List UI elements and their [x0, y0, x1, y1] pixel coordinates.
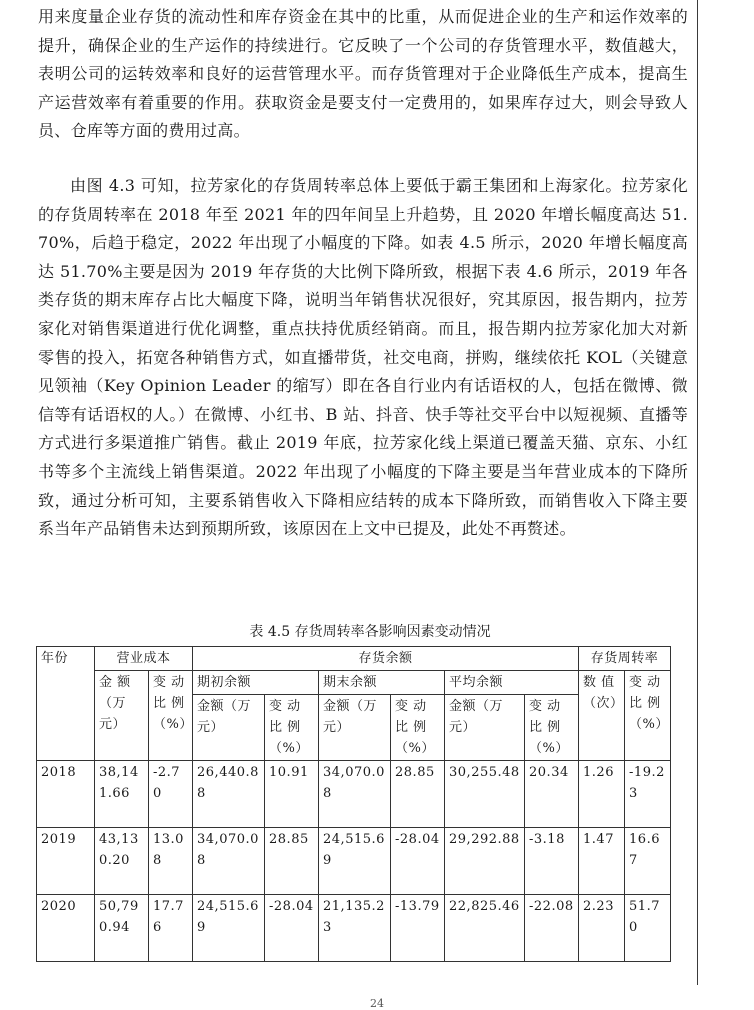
cell-end-amount: 24,515.69	[319, 828, 391, 895]
cell-avg-change: 20.34	[525, 761, 579, 828]
header-begin-balance: 期初余额	[193, 671, 319, 695]
cell-turnover-change: 16.67	[625, 828, 671, 895]
cell-cost-change: 13.08	[149, 828, 193, 895]
cell-cost-amount: 38,141.66	[95, 761, 149, 828]
cell-avg-amount: 29,292.88	[445, 828, 525, 895]
header-begin-amount: 金额（万元）	[193, 695, 265, 761]
header-avg-amount: 金额（万元）	[445, 695, 525, 761]
cell-avg-change: -3.18	[525, 828, 579, 895]
cell-year: 2019	[37, 828, 95, 895]
cell-end-change: 28.85	[391, 761, 445, 828]
cell-end-amount: 34,070.08	[319, 761, 391, 828]
header-year: 年份	[37, 647, 95, 761]
cell-end-change: -28.04	[391, 828, 445, 895]
header-end-change: 变 动比 例（%）	[391, 695, 445, 761]
cell-cost-change: -2.70	[149, 761, 193, 828]
header-turnover-group: 存货周转率	[579, 647, 671, 671]
table-row	[37, 761, 671, 828]
cell-cost-amount: 50,790.94	[95, 895, 149, 962]
cell-begin-amount: 24,515.69	[193, 895, 265, 962]
cell-cost-amount: 43,130.20	[95, 828, 149, 895]
cell-avg-amount: 22,825.46	[445, 895, 525, 962]
header-turnover-value: 数 值（次）	[579, 671, 625, 761]
header-cost-amount: 金 额（万元）	[95, 671, 149, 761]
header-cost-change: 变 动比 例（%）	[149, 671, 193, 761]
table-row	[37, 828, 671, 895]
header-begin-change: 变 动比 例（%）	[265, 695, 319, 761]
body-paragraph-1: 用来度量企业存货的流动性和库存资金在其中的比重，从而促进企业的生产和运作效率的提升，确保企业的生产运作的持续进行。它反映了一个公司的存货管理水平，数值越大，表明公司的运转效率和良好的运营管理水平。而存货管理对于企业降低生产成本，提高生产运营效率有着重要的作用。获取资金是要支付一定费用的，如果库存过大，则会导致人员、仓库等方面的费用过高。	[38, 7, 688, 141]
cell-turnover-change: -19.23	[625, 761, 671, 828]
right-margin-rule	[697, 0, 698, 985]
cell-turnover-change: 51.70	[625, 895, 671, 962]
cell-begin-amount: 34,070.08	[193, 828, 265, 895]
cell-end-amount: 21,135.23	[319, 895, 391, 962]
cell-year: 2020	[37, 895, 95, 962]
header-row-1	[37, 647, 671, 671]
cell-turnover: 1.26	[579, 761, 625, 828]
page-number: 24	[370, 997, 384, 1010]
cell-begin-change: 10.91	[265, 761, 319, 828]
cell-avg-change: -22.08	[525, 895, 579, 962]
header-end-amount: 金额（万元）	[319, 695, 391, 761]
header-cost-group: 营业成本	[95, 647, 193, 671]
header-avg-balance: 平均余额	[445, 671, 579, 695]
cell-turnover: 2.23	[579, 895, 625, 962]
table-row	[37, 895, 671, 962]
cell-begin-change: -28.04	[265, 895, 319, 962]
cell-avg-amount: 30,255.48	[445, 761, 525, 828]
header-inventory-group: 存货余额	[193, 647, 579, 671]
table-caption: 表 4.5 存货周转率各影响因素变动情况	[249, 624, 491, 640]
header-avg-change: 变 动比 例（%）	[525, 695, 579, 761]
cell-year: 2018	[37, 761, 95, 828]
header-row-2	[37, 671, 671, 695]
cell-begin-amount: 26,440.88	[193, 761, 265, 828]
cell-cost-change: 17.76	[149, 895, 193, 962]
header-end-balance: 期末余额	[319, 671, 445, 695]
inventory-turnover-table	[36, 646, 671, 962]
cell-turnover: 1.47	[579, 828, 625, 895]
body-paragraph-2: 由图 4.3 可知，拉芳家化的存货周转率总体上要低于霸王集团和上海家化。拉芳家化的存货周转率在 2018 年至 2021 年的四年间呈上升趋势，且 2020 年增长幅度高达 51.70%，后趋于稳定，2022 年出现了小幅度的下降。如表 4.5 所示，2020 年增长幅度高达 51.70%主要是因为 2019 年存货的大比例下降所致，根据下表 4.6 所示，2019 年各类存货的期末库存占比大幅度下降，说明当年销售状况很好，究其原因，报告期内，拉芳家化对销售渠道进行优化调整，重点扶持优质经销商。而且，报告期内拉芳家化加大对新零售的投入，拓宽各种销售方式，如直播带货，社交电商，拼购，继续依托 KOL（关键意见领袖（Key Opinion Leader 的缩写）即在各自行业内有话语权的人，包括在微博、微信等有话语权的人。）在微博、小红书、B 站、抖音、快手等社交平台中以短视频、直播等方式进行多渠道推广销售。截止 2019 年底，拉芳家化线上渠道已覆盖天猫、京东、小红书等多个主流线上销售渠道。2022 年出现了小幅度的下降主要是当年营业成本的下降所致，通过分析可知，主要系销售收入下降相应结转的成本下降所致，而销售收入下降主要系当年产品销售未达到预期所致，该原因在上文中已提及，此处不再赘述。	[38, 176, 688, 539]
cell-end-change: -13.79	[391, 895, 445, 962]
cell-begin-change: 28.85	[265, 828, 319, 895]
header-turnover-change: 变 动比 例（%）	[625, 671, 671, 761]
